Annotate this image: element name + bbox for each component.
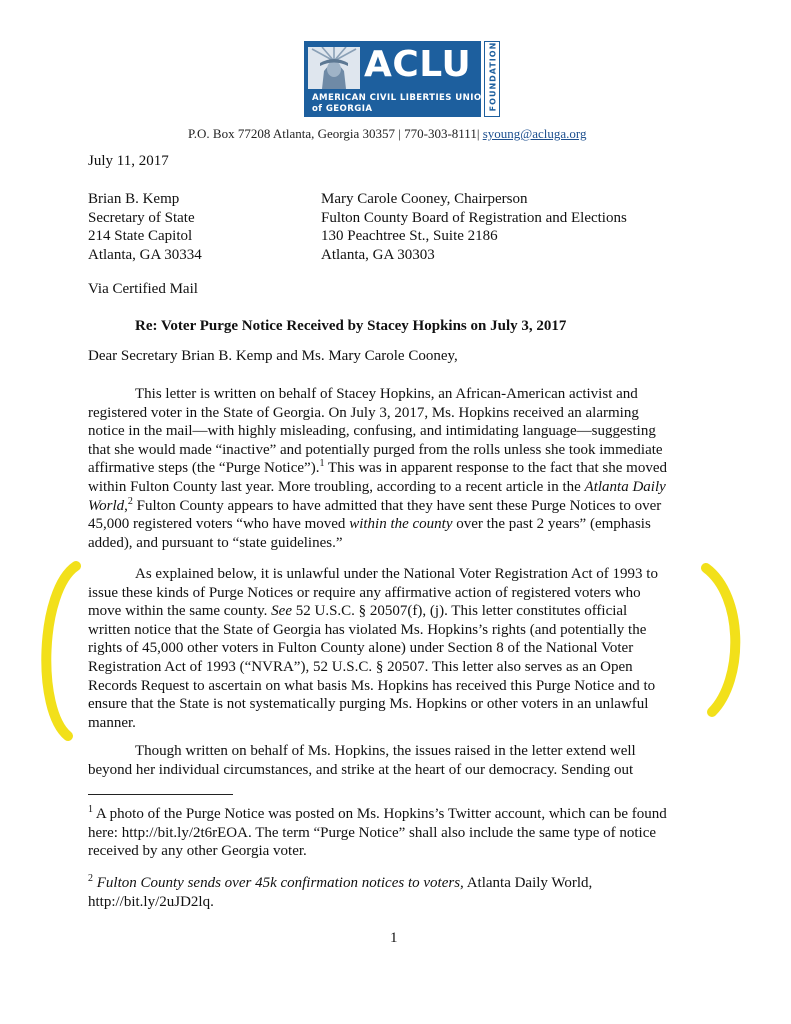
paragraph-line: added), and pursuant to “state guidelines.”	[88, 534, 343, 551]
logo-foundation-text: FOUNDATION	[488, 41, 498, 112]
footnote-line: http://bit.ly/2uJD2lq.	[88, 893, 214, 910]
paragraph-line: World,$^2$ Fulton County appears to have admitted that they have sent these Purge Notices to over	[88, 495, 662, 514]
footnote-ref: 1	[319, 458, 325, 470]
footnote-line: received by any other Georgia voter.	[88, 843, 307, 860]
delivery-method: Via Certified Mail	[88, 281, 198, 297]
recipient-left-block	[88, 190, 202, 264]
text-span: This was in apparent response to the fact that she moved	[324, 460, 667, 477]
paragraph-line	[88, 478, 667, 497]
paragraph-line: manner.	[88, 714, 136, 731]
text-span: affirmative steps (the “Purge Notice”).	[88, 460, 320, 477]
subject-line: Re: Voter Purge Notice Received by Stacey Hopkins on July 3, 2017	[135, 318, 567, 334]
recipient-right-line: Mary Carole Cooney, Chairperson	[321, 191, 528, 207]
logo-foundation-tab	[484, 41, 500, 117]
recipient-left-line: 214 State Capitol	[88, 228, 193, 245]
logo-acronym: ACLU	[364, 44, 472, 85]
paragraph-3	[88, 742, 636, 779]
contact-line	[188, 126, 586, 142]
logo-panel	[304, 41, 490, 117]
text-span: 45,000 registered voters “who have moved	[88, 516, 350, 533]
paragraph-line: written notice that the State of Georgia has violated Ms. Hopkins’s rights (and potentially the	[88, 621, 647, 638]
paragraph-2	[88, 565, 658, 732]
recipient-right-line: Atlanta, GA 30303	[321, 246, 435, 263]
footnote-marker: 2	[88, 873, 93, 884]
logo-state-name: of GEORGIA	[312, 104, 373, 114]
footnote-line	[88, 805, 667, 824]
text-span: A photo of the Purge Notice was posted on Ms. Hopkins’s Twitter account, which can be found	[93, 806, 667, 822]
paragraph-1	[88, 385, 667, 552]
paragraph-line: Registration Act of 1993 (“NVRA”), 52 U.S.C. § 20507. This letter also serves as an Open	[88, 658, 633, 675]
recipient-right-block	[321, 190, 627, 264]
recipient-right-line: 130 Peachtree St., Suite 2186	[321, 228, 498, 245]
contact-address: P.O. Box 77208 Atlanta, Georgia 30357 | 770-303-8111|	[188, 126, 483, 141]
paragraph-line: beyond her individual circumstances, and strike at the heart of our democracy. Sending out	[88, 761, 634, 778]
italic-span: Atlanta Daily	[584, 478, 666, 495]
italic-span: World	[88, 497, 125, 514]
text-span: move within the same county.	[88, 603, 272, 620]
text-span: Atlanta Daily World,	[463, 875, 593, 891]
footnote-line: here: http://bit.ly/2t6rEOA. The term “Purge Notice” shall also include the same type of notice	[88, 824, 657, 841]
paragraph-line: notice in the mail—with highly misleading, confusing, and intimidating language—suggesting	[88, 423, 656, 440]
text-span: over the past 2 years” (emphasis	[452, 516, 651, 533]
salutation: Dear Secretary Brian B. Kemp and Ms. Mary Carole Cooney,	[88, 348, 458, 364]
logo-org-name: AMERICAN CIVIL LIBERTIES UNION	[312, 93, 490, 103]
paragraph-line: issue these kinds of Purge Notices or require any affirmative action of registered voters who	[88, 584, 641, 601]
recipient-left-line: Secretary of State	[88, 209, 195, 226]
text-span: 52 U.S.C. § 20507(f), (j). This letter constitutes official	[292, 603, 628, 620]
right-highlight-bracket	[694, 560, 754, 720]
text-span: Fulton County appears to have admitted that they have sent these Purge Notices to over	[132, 497, 662, 514]
italic-span: See	[271, 603, 292, 620]
page-number: 1	[390, 930, 398, 946]
footnote-2	[88, 874, 592, 911]
paragraph-line: This letter is written on behalf of Stacey Hopkins, an African-American activist and	[135, 386, 638, 402]
footnote-marker: 1	[88, 804, 93, 815]
paragraph-line: ensure that the State is not systematically purging Ms. Hopkins or other voters in an unlawful	[88, 696, 649, 713]
aclu-logo	[304, 41, 500, 117]
recipient-left-line: Brian B. Kemp	[88, 191, 180, 207]
footnote-line	[88, 874, 592, 893]
paragraph-line	[88, 602, 658, 621]
text-span: within Fulton County last year. More troubling, according to a recent article in the	[88, 478, 585, 495]
footnote-divider	[88, 794, 233, 795]
paragraph-line: Records Request to ascertain on what basis Ms. Hopkins has received this Purge Notice and to	[88, 677, 656, 694]
left-highlight-bracket	[28, 560, 90, 742]
paragraph-line: that she would made “inactive” and potentially purged from the rolls unless she took immediate	[88, 441, 663, 458]
letter-date: July 11, 2017	[88, 153, 169, 169]
paragraph-line	[88, 459, 667, 478]
italic-span: Fulton County sends over 45k confirmation notices to voters,	[93, 875, 464, 891]
italic-span: within the county	[349, 516, 453, 533]
paragraph-line: As explained below, it is unlawful under the National Voter Registration Act of 1993 to	[135, 566, 658, 582]
paragraph-line: registered voter in the State of Georgia. On July 3, 2017, Ms. Hopkins received an alarming	[88, 404, 639, 421]
paragraph-line: Though written on behalf of Ms. Hopkins, the issues raised in the letter extend well	[135, 743, 636, 759]
statue-of-liberty-icon	[308, 47, 360, 89]
recipient-left-line: Atlanta, GA 30334	[88, 246, 202, 263]
contact-email-link[interactable]: syoung@acluga.org	[482, 126, 587, 141]
paragraph-line	[88, 515, 667, 534]
footnote-ref: 2	[127, 495, 133, 507]
paragraph-line: rights of 45,000 other voters in Fulton County alone) under Section 8 of the National Voter	[88, 640, 634, 657]
recipient-right-line: Fulton County Board of Registration and Elections	[321, 209, 627, 226]
footnote-1	[88, 805, 667, 861]
